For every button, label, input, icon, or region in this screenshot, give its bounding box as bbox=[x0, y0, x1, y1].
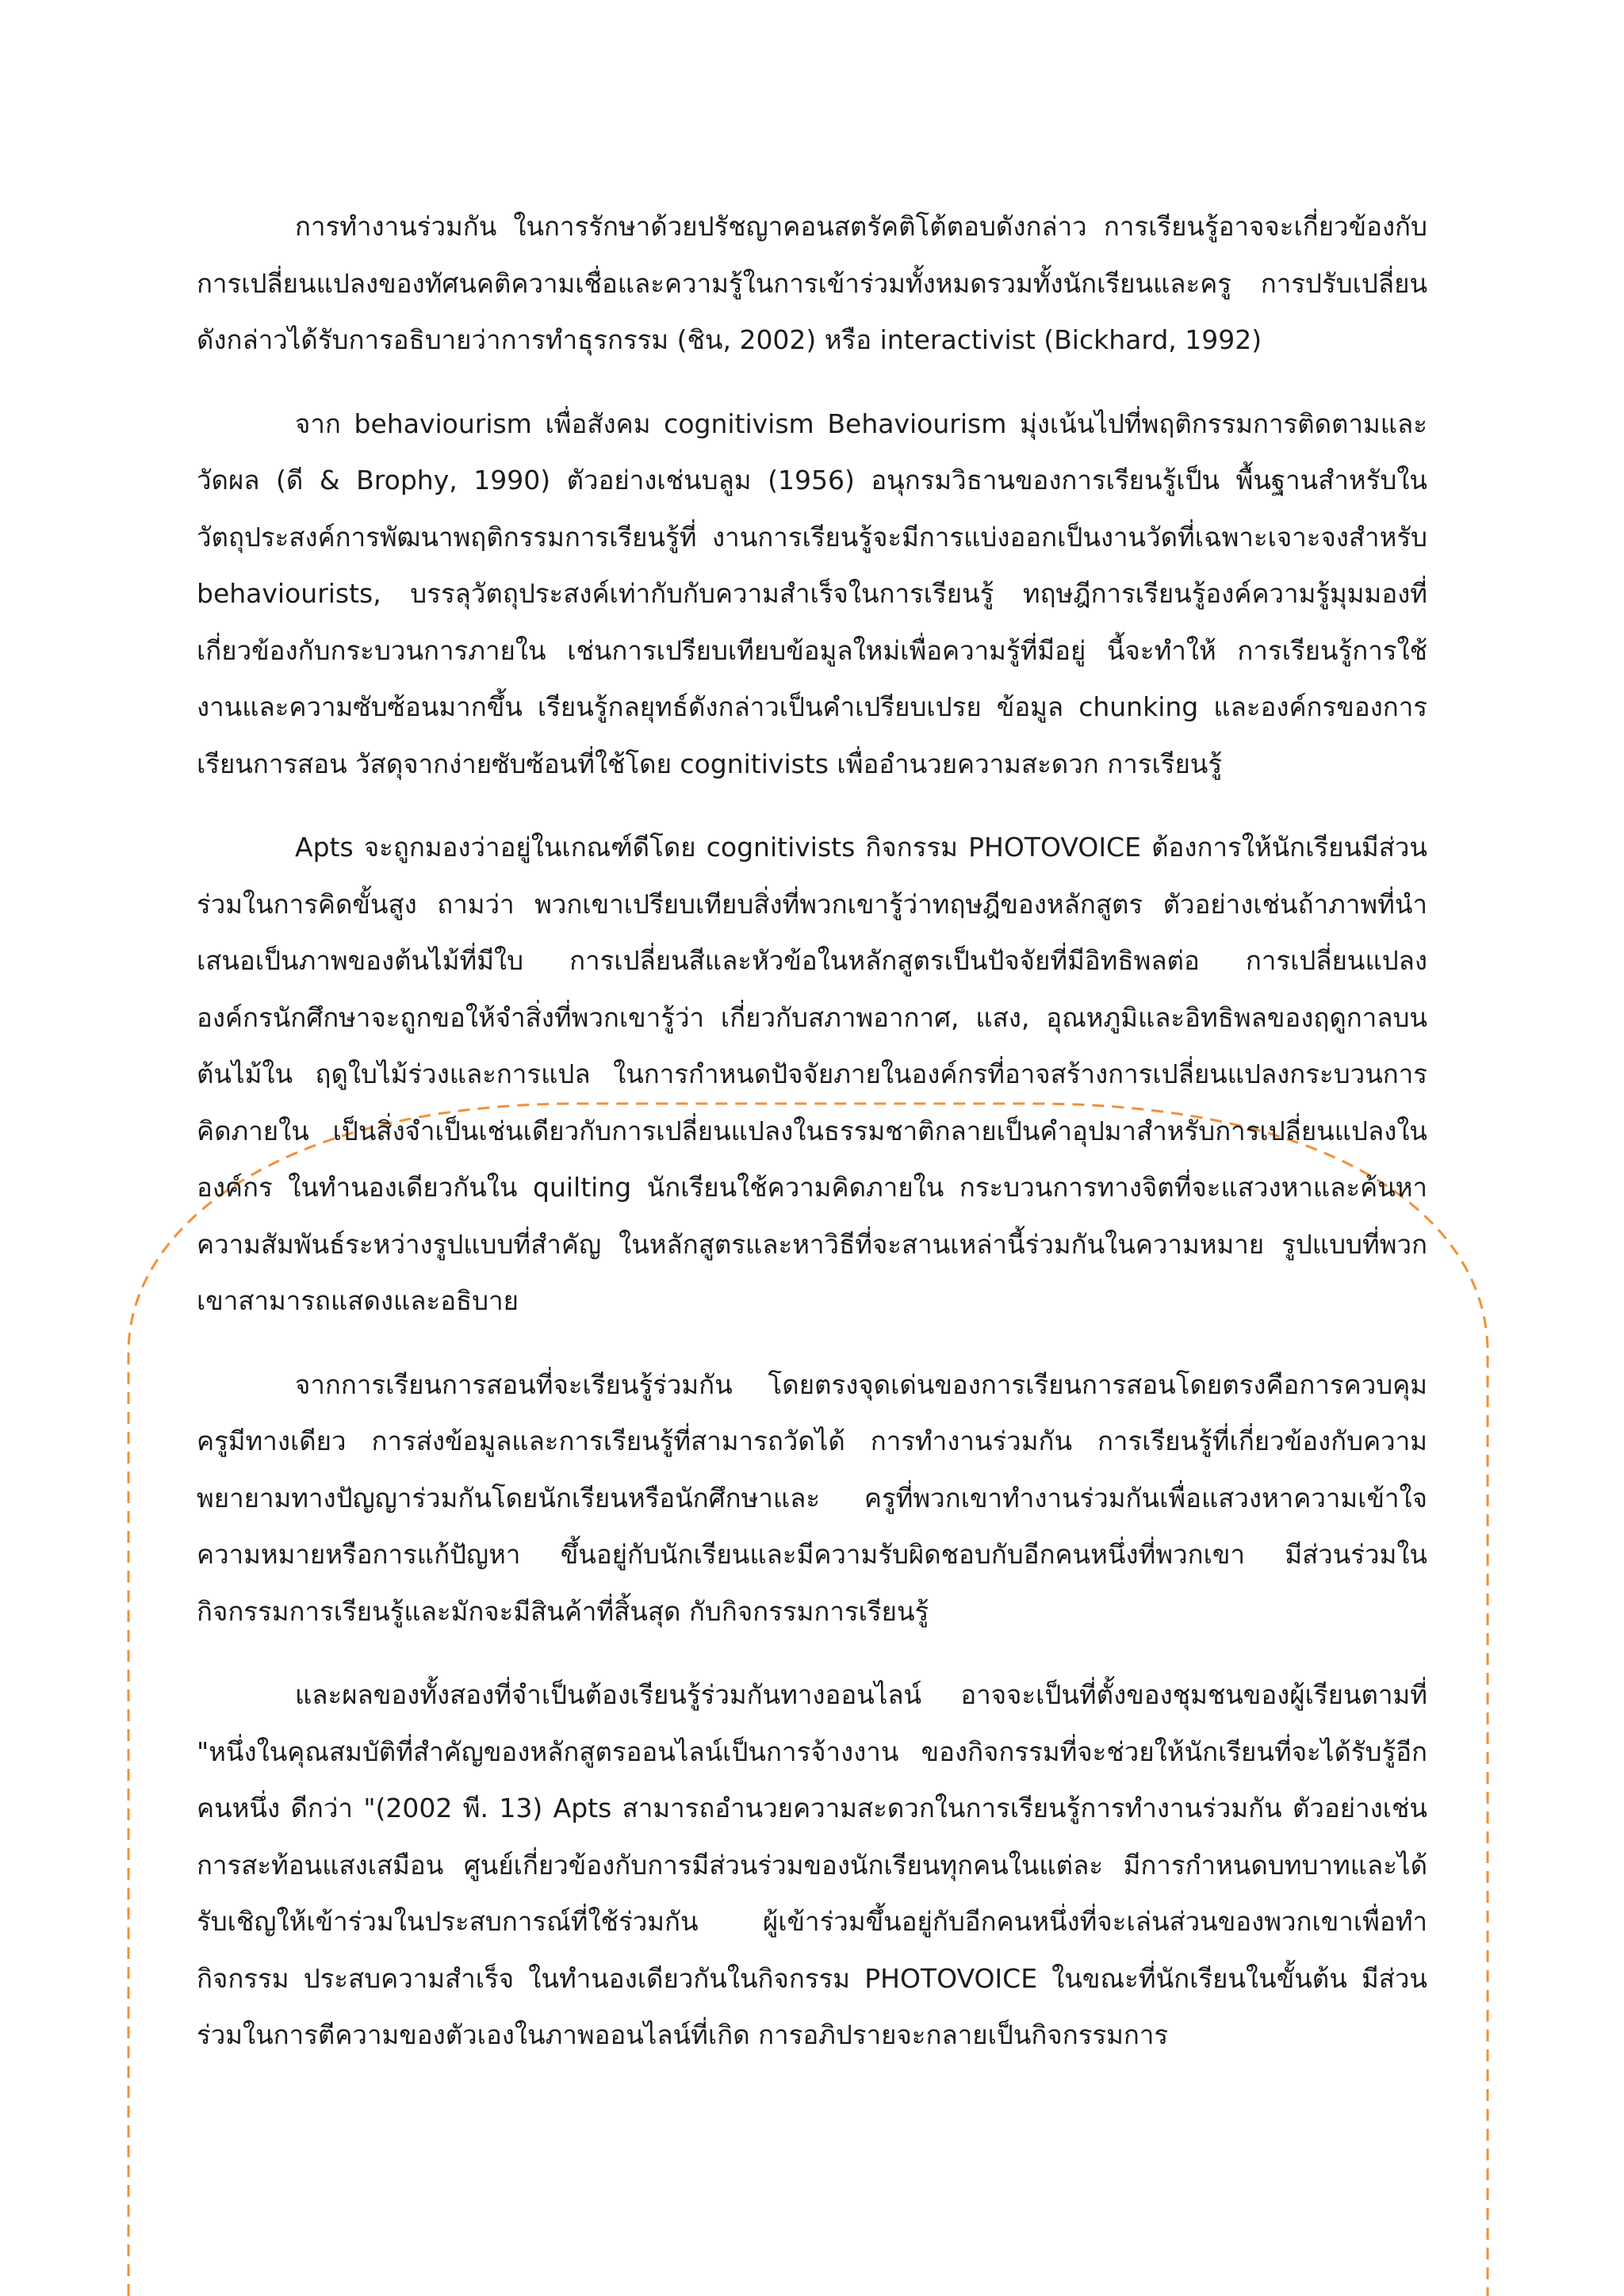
paragraph-3: Apts จะถูกมองว่าอยู่ในเกณฑ์ดีโดย cognitivists กิจกรรม PHOTOVOICE ต้องการให้นักเรียนมีส่วนร่วมในการคิดขั้นสูง ถามว่า พวกเขาเปรียบเทียบสิ่งที่พวกเขารู้ว่าทฤษฎีของหลักสูตร ตัวอย่างเช่นถ้าภาพที่นำเสนอเป็นภาพของต้นไม้ที่มีใบ การเปลี่ยนสีและหัวข้อในหลักสูตรเป็นปัจจัยที่มีอิทธิพลต่อ การเปลี่ยนแปลงองค์กรนักศึกษาจะถูกขอให้จำสิ่งที่พวกเขารู้ว่า เกี่ยวกับสภาพอากาศ, แสง, อุณหภูมิและอิทธิพลของฤดูกาลบนต้นไม้ใน ฤดูใบไม้ร่วงและการแปล ในการกำหนดปัจจัยภายในองค์กรที่อาจสร้างการเปลี่ยนแปลงกระบวนการคิดภายใน เป็นสิ่งจำเป็นเช่นเดียวกับการเปลี่ยนแปลงในธรรมชาติกลายเป็นคำอุปมาสำหรับการเปลี่ยนแปลงใน องค์กร ในทำนองเดียวกันใน quilting นักเรียนใช้ความคิดภายใน กระบวนการทางจิตที่จะแสวงหาและค้นหาความสัมพันธ์ระหว่างรูปแบบที่สำคัญ ในหลักสูตรและหาวิธีที่จะสานเหล่านี้ร่วมกันในความหมาย รูปแบบที่พวกเขาสามารถแสดงและอธิบาย bbox=[197, 832, 1427, 1316]
paragraph-1: การทำงานร่วมกัน ในการรักษาด้วยปรัชญาคอนสตรัคติโต้ตอบดังกล่าว การเรียนรู้อาจจะเกี่ยวข้องกับการเปลี่ยนแปลงของทัศนคติความเชื่อและความรู้ในการเข้าร่วมทั้งหมดรวมทั้งนักเรียนและครู การปรับเปลี่ยนดังกล่าวได้รับการอธิบายว่าการทำธุรกรรม (ชิน, 2002) หรือ interactivist (Bickhard, 1992) bbox=[197, 211, 1427, 355]
paragraph-5: และผลของทั้งสองที่จำเป็นต้องเรียนรู้ร่วมกันทางออนไลน์ อาจจะเป็นที่ตั้งของชุมชนของผู้เรียนตามที่ "หนึ่งในคุณสมบัติที่สำคัญของหลักสูตรออนไลน์เป็นการจ้างงาน ของกิจกรรมที่จะช่วยให้นักเรียนที่จะได้รับรู้อีกคนหนึ่ง ดีกว่า "(2002 พี. 13) Apts สามารถอำนวยความสะดวกในการเรียนรู้การทำงานร่วมกัน ตัวอย่างเช่นการสะท้อนแสงเสมือน ศูนย์เกี่ยวข้องกับการมีส่วนร่วมของนักเรียนทุกคนในแต่ละ มีการกำหนดบทบาทและได้รับเชิญให้เข้าร่วมในประสบการณ์ที่ใช้ร่วมกัน ผู้เข้าร่วมขึ้นอยู่กับอีกคนหนึ่งที่จะเล่นส่วนของพวกเขาเพื่อทำกิจกรรม ประสบความสำเร็จ ในทำนองเดียวกันในกิจกรรม PHOTOVOICE ในขณะที่นักเรียนในขั้นต้น มีส่วนร่วมในการตีความของตัวเองในภาพออนไลน์ที่เกิด การอภิปรายจะกลายเป็นกิจกรรมการ bbox=[197, 1679, 1427, 2050]
paragraph-2: จาก behaviourism เพื่อสังคม cognitivism Behaviourism มุ่งเน้นไปที่พฤติกรรมการติดตามและวัดผล (ดี & Brophy, 1990) ตัวอย่างเช่นบลูม (1956) อนุกรมวิธานของการเรียนรู้เป็น พื้นฐานสำหรับในวัตถุประสงค์การพัฒนาพฤติกรรมการเรียนรู้ที่ งานการเรียนรู้จะมีการแบ่งออกเป็นงานวัดที่เฉพาะเจาะจงสำหรับ behaviourists, บรรลุวัตถุประสงค์เท่ากับกับความสำเร็จในการเรียนรู้ ทฤษฎีการเรียนรู้องค์ความรู้มุมมองที่เกี่ยวข้องกับกระบวนการภายใน เช่นการเปรียบเทียบข้อมูลใหม่เพื่อความรู้ที่มีอยู่ นี้จะทำให้ การเรียนรู้การใช้งานและความซับซ้อนมากขึ้น เรียนรู้กลยุทธ์ดังกล่าวเป็นคำเปรียบเปรย ข้อมูล chunking และองค์กรของการเรียนการสอน วัสดุจากง่ายซับซ้อนที่ใช้โดย cognitivists เพื่ออำนวยความสะดวก การเรียนรู้ bbox=[197, 408, 1427, 779]
paragraph-4: จากการเรียนการสอนที่จะเรียนรู้ร่วมกัน โดยตรงจุดเด่นของการเรียนการสอนโดยตรงคือการควบคุมครูมีทางเดียว การส่งข้อมูลและการเรียนรู้ที่สามารถวัดได้ การทำงานร่วมกัน การเรียนรู้ที่เกี่ยวข้องกับความพยายามทางปัญญาร่วมกันโดยนักเรียนหรือนักศึกษาและ ครูที่พวกเขาทำงานร่วมกันเพื่อแสวงหาความเข้าใจความหมายหรือการแก้ปัญหา ขึ้นอยู่กับนักเรียนและมีความรับผิดชอบกับอีกคนหนึ่งที่พวกเขา มีส่วนร่วมในกิจกรรมการเรียนรู้และมักจะมีสินค้าที่สิ้นสุด กับกิจกรรมการเรียนรู้ bbox=[197, 1368, 1427, 1627]
body-text bbox=[197, 198, 1427, 2091]
